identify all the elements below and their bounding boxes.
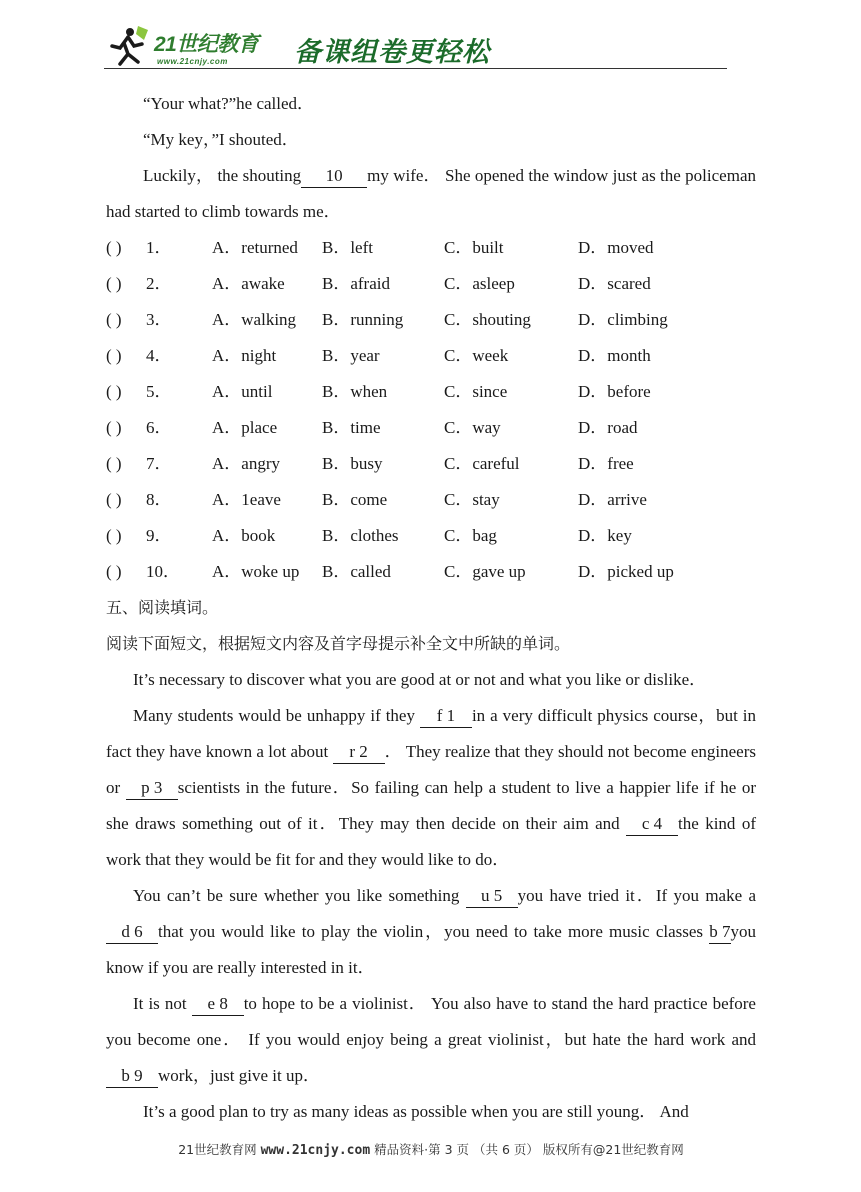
option-a: A．book bbox=[212, 526, 276, 545]
question-row bbox=[106, 230, 756, 266]
header-slogan: 备课组卷更轻松 bbox=[294, 37, 490, 68]
option-b: B．come bbox=[322, 490, 388, 509]
answer-parenthesis: ( ) bbox=[106, 382, 122, 401]
answer-blank: p 3 bbox=[126, 777, 178, 800]
page-header bbox=[104, 22, 727, 70]
question-row bbox=[106, 482, 756, 518]
answer-parenthesis: ( ) bbox=[106, 490, 122, 509]
question-row bbox=[106, 374, 756, 410]
question-list bbox=[106, 230, 756, 590]
option-d: D．arrive bbox=[578, 490, 647, 509]
option-c: C．shouting bbox=[444, 310, 531, 329]
answer-blank: 10 bbox=[301, 165, 367, 188]
question-number: 4． bbox=[146, 346, 172, 365]
header-divider bbox=[104, 68, 727, 69]
option-a: A．walking bbox=[212, 310, 297, 329]
option-b: B．busy bbox=[322, 454, 383, 473]
option-b: B．when bbox=[322, 382, 388, 401]
question-row bbox=[106, 446, 756, 482]
question-number: 9． bbox=[146, 526, 172, 545]
question-row bbox=[106, 338, 756, 374]
option-c: C．week bbox=[444, 346, 509, 365]
question-number: 8． bbox=[146, 490, 172, 509]
option-a: A．until bbox=[212, 382, 273, 401]
question-number: 10． bbox=[146, 562, 180, 581]
reading-paragraph: It is not e 8to hope to be a violinist． You also have to stand the hard practice before you become one． If you would enjoy being a great violinist，but hate the hard work and b 9work，just give it up． bbox=[106, 986, 756, 1094]
question-number: 5． bbox=[146, 382, 172, 401]
answer-blank: c 4 bbox=[626, 813, 678, 836]
answer-parenthesis: ( ) bbox=[106, 526, 122, 545]
reading-paragraph: You can’t be sure whether you like something u 5you have tried it．If you make a d 6that you would like to play the violin，you need to take more music classes b 7you know if you are really interested in it． bbox=[106, 886, 756, 977]
option-b: B．time bbox=[322, 418, 381, 437]
question-number: 6． bbox=[146, 418, 172, 437]
option-b: B．left bbox=[322, 238, 373, 257]
question-row bbox=[106, 518, 756, 554]
option-d: D．month bbox=[578, 346, 651, 365]
option-c: C．way bbox=[444, 418, 501, 437]
answer-blank: b 9 bbox=[106, 1065, 158, 1088]
option-b: B．called bbox=[322, 562, 391, 581]
brand-url: www.21cnjy.com bbox=[157, 57, 228, 66]
option-d: D．scared bbox=[578, 274, 651, 293]
option-d: D．picked up bbox=[578, 562, 674, 581]
option-a: A．night bbox=[212, 346, 277, 365]
option-c: C．built bbox=[444, 238, 504, 257]
option-d: D．before bbox=[578, 382, 651, 401]
option-a: A．1eave bbox=[212, 490, 281, 509]
option-c: C．bag bbox=[444, 526, 497, 545]
footer-info: 精品资料·第 3 页 （共 6 页） 版权所有@21世纪教育网 bbox=[374, 1142, 684, 1157]
reading-paragraph: It’s a good plan to try as many ideas as possible when you are still young． And bbox=[143, 1102, 689, 1121]
answer-blank: d 6 bbox=[106, 921, 158, 944]
question-row bbox=[106, 554, 756, 590]
option-d: D．free bbox=[578, 454, 634, 473]
brand-name: 21世纪教育 bbox=[154, 33, 259, 56]
option-b: B．running bbox=[322, 310, 404, 329]
footer-site: 21世纪教育网 bbox=[178, 1142, 257, 1157]
reading-paragraph: It’s necessary to discover what you are good at or not and what you like or dislike． bbox=[133, 670, 707, 689]
option-b: B．year bbox=[322, 346, 380, 365]
section-title: 五、阅读填词。 bbox=[106, 598, 219, 617]
option-a: A．awake bbox=[212, 274, 285, 293]
option-a: A．angry bbox=[212, 454, 280, 473]
question-row bbox=[106, 302, 756, 338]
answer-blank: e 8 bbox=[192, 993, 244, 1016]
option-c: C．since bbox=[444, 382, 508, 401]
answer-parenthesis: ( ) bbox=[106, 562, 122, 581]
footer-url[interactable]: www.21cnjy.com bbox=[260, 1143, 371, 1158]
page-footer bbox=[106, 1140, 756, 1158]
answer-blank: f 1 bbox=[420, 705, 472, 728]
option-c: C．stay bbox=[444, 490, 500, 509]
section-instruction: 阅读下面短文，根据短文内容及首字母提示补全文中所缺的单词。 bbox=[106, 634, 571, 653]
option-a: A．woke up bbox=[212, 562, 300, 581]
option-c: C．gave up bbox=[444, 562, 526, 581]
dialogue-line: “Your what?”he called． bbox=[143, 94, 315, 113]
answer-parenthesis: ( ) bbox=[106, 274, 122, 293]
answer-blank: r 2 bbox=[333, 741, 385, 764]
answer-blank: u 5 bbox=[466, 885, 518, 908]
option-b: B．clothes bbox=[322, 526, 399, 545]
passage-paragraph: Luckily， the shouting 10 my wife． She opened the window just as the policeman had started to climb towards me． bbox=[106, 166, 756, 221]
question-number: 3． bbox=[146, 310, 172, 329]
option-a: A．place bbox=[212, 418, 278, 437]
option-c: C．careful bbox=[444, 454, 520, 473]
option-d: D．moved bbox=[578, 238, 654, 257]
answer-parenthesis: ( ) bbox=[106, 418, 122, 437]
dialogue-line: “My key，”I shouted． bbox=[143, 130, 299, 149]
option-b: B．afraid bbox=[322, 274, 390, 293]
option-d: D．climbing bbox=[578, 310, 668, 329]
reading-paragraph: Many students would be unhappy if they f 1in a very difficult physics course，but in fact they have known a lot about r 2． They realize that they should not become engineers or p 3scientists in the future．So failing can help a student to live a happier life if he or she draws something out of it．They may then decide on their aim and c 4the kind of work that they would be fit for and they would like to do． bbox=[106, 706, 756, 869]
option-d: D．key bbox=[578, 526, 632, 545]
option-a: A．returned bbox=[212, 238, 298, 257]
answer-parenthesis: ( ) bbox=[106, 310, 122, 329]
question-number: 1． bbox=[146, 238, 172, 257]
question-row bbox=[106, 266, 756, 302]
answer-parenthesis: ( ) bbox=[106, 454, 122, 473]
answer-blank: b 7 bbox=[709, 921, 730, 944]
question-number: 2． bbox=[146, 274, 172, 293]
answer-parenthesis: ( ) bbox=[106, 238, 122, 257]
option-c: C．asleep bbox=[444, 274, 515, 293]
question-row bbox=[106, 410, 756, 446]
answer-parenthesis: ( ) bbox=[106, 346, 122, 365]
question-number: 7． bbox=[146, 454, 172, 473]
runner-logo-icon bbox=[110, 24, 150, 68]
option-d: D．road bbox=[578, 418, 638, 437]
document-body bbox=[106, 86, 756, 1130]
